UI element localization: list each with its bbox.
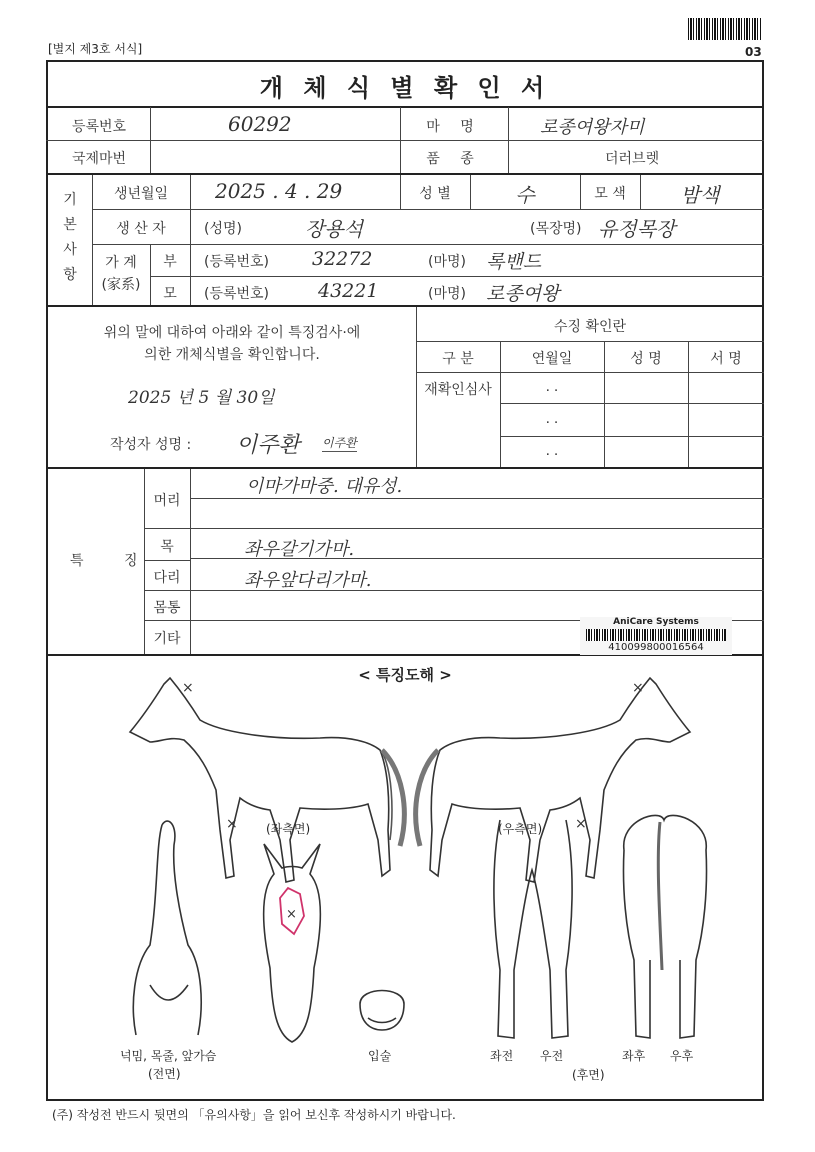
front-legs-drawing [480,810,590,1050]
pedigree-label-text: 가 계 [105,255,137,271]
head-label: 머리 [153,493,181,509]
ranch-label: (목장명) [530,221,582,237]
hind-right-caption: 우후 [670,1049,694,1063]
reg-no-label: 등록번호 [71,119,127,135]
sex-label: 성 별 [419,186,451,202]
confirm-row-label: 재확인심사 [424,382,492,398]
confirm-header-date: 연월일 [531,351,573,367]
basic-label [48,188,92,288]
sire-name-value: 록밴드 [486,251,542,273]
footer-note: (주) 작성전 반드시 뒷면의 「유의사항」을 읽어 보신후 작성하시기 바랍니다. [52,1108,456,1122]
fore-right-caption: 우전 [540,1049,564,1063]
svg-text:×: × [632,680,644,696]
reg-no-value: 60292 [228,112,292,136]
etc-label: 기타 [153,631,181,647]
birth-value: 2025 . 4 . 29 [215,179,343,203]
producer-name-label: (성명) [204,221,242,237]
front-caption-2: (전면) [148,1067,181,1081]
page-number: 03 [745,45,762,59]
svg-text:×: × [182,680,194,696]
fore-left-caption: 좌전 [490,1049,514,1063]
leg-label: 다리 [153,570,181,586]
breed-value: 더러브렛 [605,151,660,167]
sire-name-label: (마명) [428,254,466,270]
anicare-sticker [580,617,732,655]
sticker-barcode [586,629,726,641]
author-signature: 이주환 [322,436,357,450]
basic-label-4: 항 [63,267,77,283]
sex-value: 수 [515,183,535,207]
front-neck-drawing [122,815,212,1045]
ranch-value: 유정목장 [598,217,676,241]
sire-label: 부 [163,254,177,270]
basic-label-2: 본 [63,217,77,233]
name-label: 마 명 [426,119,482,135]
form-id: [별지 제3호 서식] [48,42,143,56]
dam-label: 모 [163,286,177,302]
head-front-drawing [248,838,338,1048]
producer-label: 생 산 자 [116,221,166,237]
confirm-date-1: . . [545,380,559,395]
lip-drawing [352,978,412,1034]
name-value: 로종여왕자미 [540,117,645,138]
basic-label-1: 기 [63,192,77,208]
svg-text:×: × [575,816,587,832]
pedigree-label [92,252,150,296]
rear-view-drawing [610,810,720,1050]
statement-line-2: 의한 개체식별을 확인합니다. [144,347,320,363]
top-barcode [688,18,762,40]
form-title: 개 체 식 별 확 인 서 [259,74,551,102]
body-label: 몸통 [153,600,181,616]
confirm-date-2: . . [545,412,559,427]
confirm-date-3: . . [545,444,559,459]
right-side-label: (우측면) [498,822,543,836]
leg-value: 좌우앞다리가마. [244,570,372,591]
hind-left-caption: 좌후 [622,1049,646,1063]
neck-label: 목 [160,539,174,555]
confirm-title: 수징 확인란 [553,319,627,335]
producer-name-value: 장용석 [305,217,363,241]
diagram-title: < 특징도해 > [358,666,452,684]
svg-text:×: × [286,907,297,922]
confirm-header-sign: 서 명 [710,351,742,367]
sire-reg-value: 32272 [312,248,373,270]
dam-reg-label: (등록번호) [204,286,270,302]
author-label: 작성자 성명 : [110,437,192,453]
issue-date: 2025 년 5 월 30일 [128,388,275,408]
head-value: 이마가마중. 대유성. [246,476,403,497]
dam-reg-value: 43221 [318,280,379,302]
confirm-header-type: 구 분 [442,351,474,367]
left-side-label: (좌측면) [266,822,311,836]
dam-name-label: (마명) [428,286,466,302]
front-caption-1: 넉밈, 목줄, 앞가슴 [120,1049,217,1063]
intl-label: 국제마번 [71,151,127,167]
svg-text:×: × [226,816,238,832]
color-label: 모 색 [594,186,626,202]
pedigree-hanja: (家系) [101,277,141,293]
breed-label: 품 종 [426,151,482,167]
statement-line-1: 위의 말에 대하여 아래와 같이 특징검사·에 [103,325,361,341]
features-label: 특 징 [70,553,156,569]
birth-label: 생년월일 [113,186,169,202]
sire-reg-label: (등록번호) [204,254,270,270]
sticker-title: AniCare Systems [613,617,699,627]
color-value: 밤색 [680,183,720,207]
dam-name-value: 로종여왕 [486,283,560,305]
lip-caption: 입술 [368,1049,392,1063]
basic-label-3: 사 [63,242,77,258]
confirm-header-name: 성 명 [630,351,662,367]
neck-value: 좌우갈기가마. [244,539,355,560]
sticker-number: 410099800016564 [608,642,704,653]
rear-caption: (후면) [572,1068,605,1082]
author-value: 이주환 [236,433,300,458]
